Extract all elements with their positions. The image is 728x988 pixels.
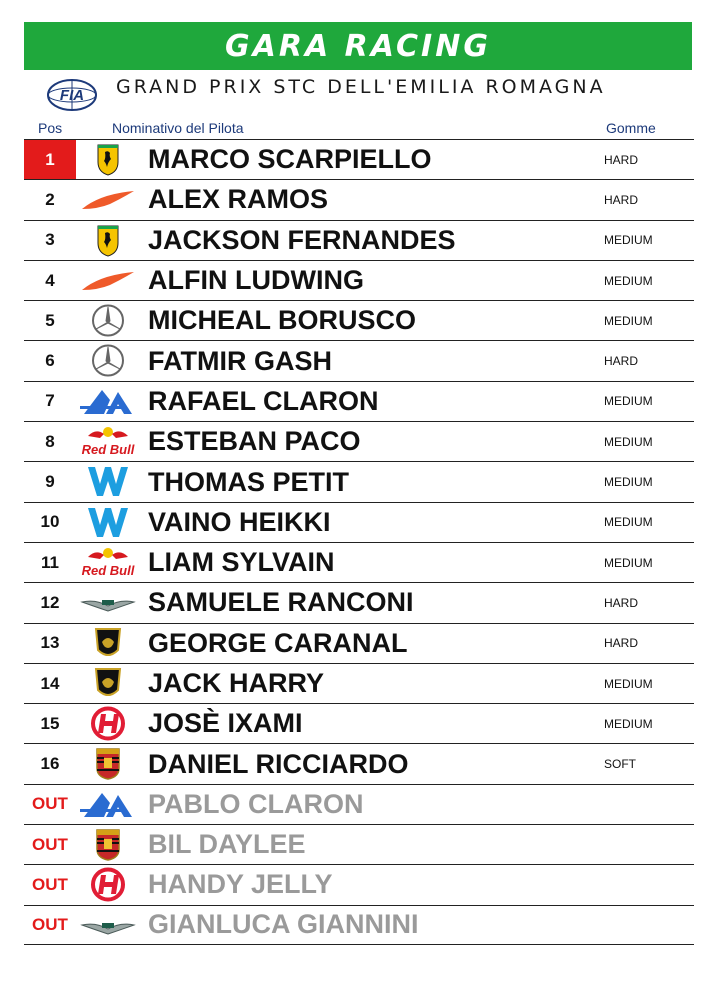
- results-table: [24, 139, 694, 945]
- tyre-compound: MEDIUM: [604, 233, 653, 248]
- tyre-compound: MEDIUM: [604, 716, 653, 731]
- position-cell: 14: [40, 673, 60, 693]
- mclaren-logo-icon: [80, 182, 136, 217]
- table-row: [24, 340, 694, 380]
- svg-text:Red Bull: Red Bull: [81, 442, 135, 458]
- position-cell: 12: [40, 592, 60, 612]
- lamborghini-logo-icon: [80, 626, 136, 661]
- driver-name: HANDY JELLY: [148, 869, 333, 900]
- tyre-compound: MEDIUM: [604, 515, 653, 530]
- table-row: [24, 784, 694, 824]
- driver-name: GEORGE CARANAL: [148, 627, 408, 658]
- porsche-logo-icon: [80, 746, 136, 781]
- tyre-compound: MEDIUM: [604, 273, 653, 288]
- table-row: [24, 381, 694, 421]
- position-cell: 3: [45, 230, 55, 250]
- tyre-compound: HARD: [604, 354, 639, 369]
- svg-text:Red Bull: Red Bull: [81, 562, 135, 578]
- driver-name: VAINO HEIKKI: [148, 506, 331, 537]
- table-row: [24, 502, 694, 542]
- alpine-logo-icon: [80, 787, 136, 822]
- table-row: [24, 461, 694, 501]
- svg-text:FIA: FIA: [59, 87, 85, 104]
- table-row: [24, 421, 694, 461]
- driver-name: JOSÈ IXAMI: [148, 708, 303, 739]
- fia-logo: [46, 78, 98, 112]
- position-cell: 1: [24, 140, 76, 179]
- position-cell: OUT: [32, 914, 68, 934]
- mclaren-logo-icon: [80, 263, 136, 298]
- position-cell: 7: [45, 391, 55, 411]
- table-row: [24, 582, 694, 622]
- tyre-compound: MEDIUM: [604, 394, 653, 409]
- redbull-logo-icon: [80, 545, 136, 580]
- alpine-logo-icon: [80, 384, 136, 419]
- table-row: [24, 220, 694, 260]
- position-cell: OUT: [32, 874, 68, 894]
- driver-name: MARCO SCARPIELLO: [148, 144, 432, 175]
- position-cell: 9: [45, 472, 55, 492]
- tyre-compound: HARD: [604, 595, 639, 610]
- driver-name: MICHEAL BORUSCO: [148, 305, 417, 336]
- table-row: [24, 824, 694, 864]
- event-subtitle: GRAND PRIX STC DELL'EMILIA ROMAGNA: [116, 76, 606, 98]
- position-cell: 11: [41, 552, 59, 572]
- haas-logo-icon: [80, 706, 136, 741]
- table-row: [24, 260, 694, 300]
- driver-name: DANIEL RICCIARDO: [148, 748, 409, 779]
- tyre-compound: HARD: [604, 636, 639, 651]
- driver-name: BIL DAYLEE: [148, 829, 306, 860]
- tyre-compound: MEDIUM: [604, 475, 653, 490]
- table-row: [24, 179, 694, 219]
- haas-logo-icon: [80, 867, 136, 902]
- column-header-driver: Nominativo del Pilota: [112, 120, 244, 136]
- position-cell: 16: [40, 754, 60, 774]
- position-cell: OUT: [32, 794, 68, 814]
- page-title: GARA RACING: [225, 28, 491, 64]
- driver-name: JACK HARRY: [148, 668, 325, 698]
- tyre-compound: MEDIUM: [604, 676, 653, 691]
- position-cell: 10: [40, 512, 60, 532]
- tyre-compound: HARD: [604, 192, 639, 207]
- position-cell: 13: [40, 633, 60, 653]
- tyre-compound: MEDIUM: [604, 434, 653, 449]
- tyre-compound: HARD: [604, 152, 639, 167]
- mercedes-logo-icon: [80, 343, 136, 378]
- driver-name: FATMIR GASH: [148, 345, 332, 376]
- column-header-pos: Pos: [38, 120, 63, 136]
- mercedes-logo-icon: [80, 303, 136, 338]
- table-row: [24, 139, 694, 179]
- ferrari-logo-icon: [80, 142, 136, 177]
- position-cell: 5: [45, 310, 55, 330]
- williams-logo-icon: [80, 505, 136, 540]
- williams-logo-icon: [80, 464, 136, 499]
- redbull-logo-icon: [80, 424, 136, 459]
- position-cell: 15: [40, 713, 60, 733]
- table-row: [24, 542, 694, 582]
- table-row: [24, 300, 694, 340]
- driver-name: ESTEBAN PACO: [148, 426, 361, 457]
- driver-name: PABLO CLARON: [148, 788, 364, 819]
- astonmartin-logo-icon: [80, 908, 136, 943]
- porsche-logo-icon: [80, 827, 136, 862]
- table-row: [24, 623, 694, 663]
- driver-name: GIANLUCA GIANNINI: [148, 909, 419, 940]
- table-row: [24, 703, 694, 743]
- position-cell: 8: [45, 431, 55, 451]
- table-row: [24, 743, 694, 783]
- driver-name: ALFIN LUDWING: [148, 265, 364, 296]
- driver-name: RAFAEL CLARON: [148, 385, 379, 416]
- lamborghini-logo-icon: [80, 666, 136, 701]
- tyre-compound: MEDIUM: [604, 555, 653, 570]
- astonmartin-logo-icon: [80, 585, 136, 620]
- position-cell: 6: [45, 351, 55, 371]
- table-row: [24, 905, 694, 945]
- position-cell: 4: [45, 270, 55, 290]
- position-cell: OUT: [32, 834, 68, 854]
- driver-name: SAMUELE RANCONI: [148, 587, 414, 618]
- driver-name: LIAM SYLVAIN: [148, 547, 335, 578]
- table-row: [24, 663, 694, 703]
- tyre-compound: SOFT: [604, 757, 636, 772]
- position-cell: 2: [45, 189, 55, 209]
- driver-name: THOMAS PETIT: [148, 466, 349, 497]
- ferrari-logo-icon: [80, 223, 136, 258]
- table-row: [24, 864, 694, 904]
- title-banner: [24, 22, 692, 70]
- column-header-tyres: Gomme: [606, 120, 656, 136]
- driver-name: JACKSON FERNANDES: [148, 224, 456, 255]
- driver-name: ALEX RAMOS: [148, 184, 329, 215]
- tyre-compound: MEDIUM: [604, 313, 653, 328]
